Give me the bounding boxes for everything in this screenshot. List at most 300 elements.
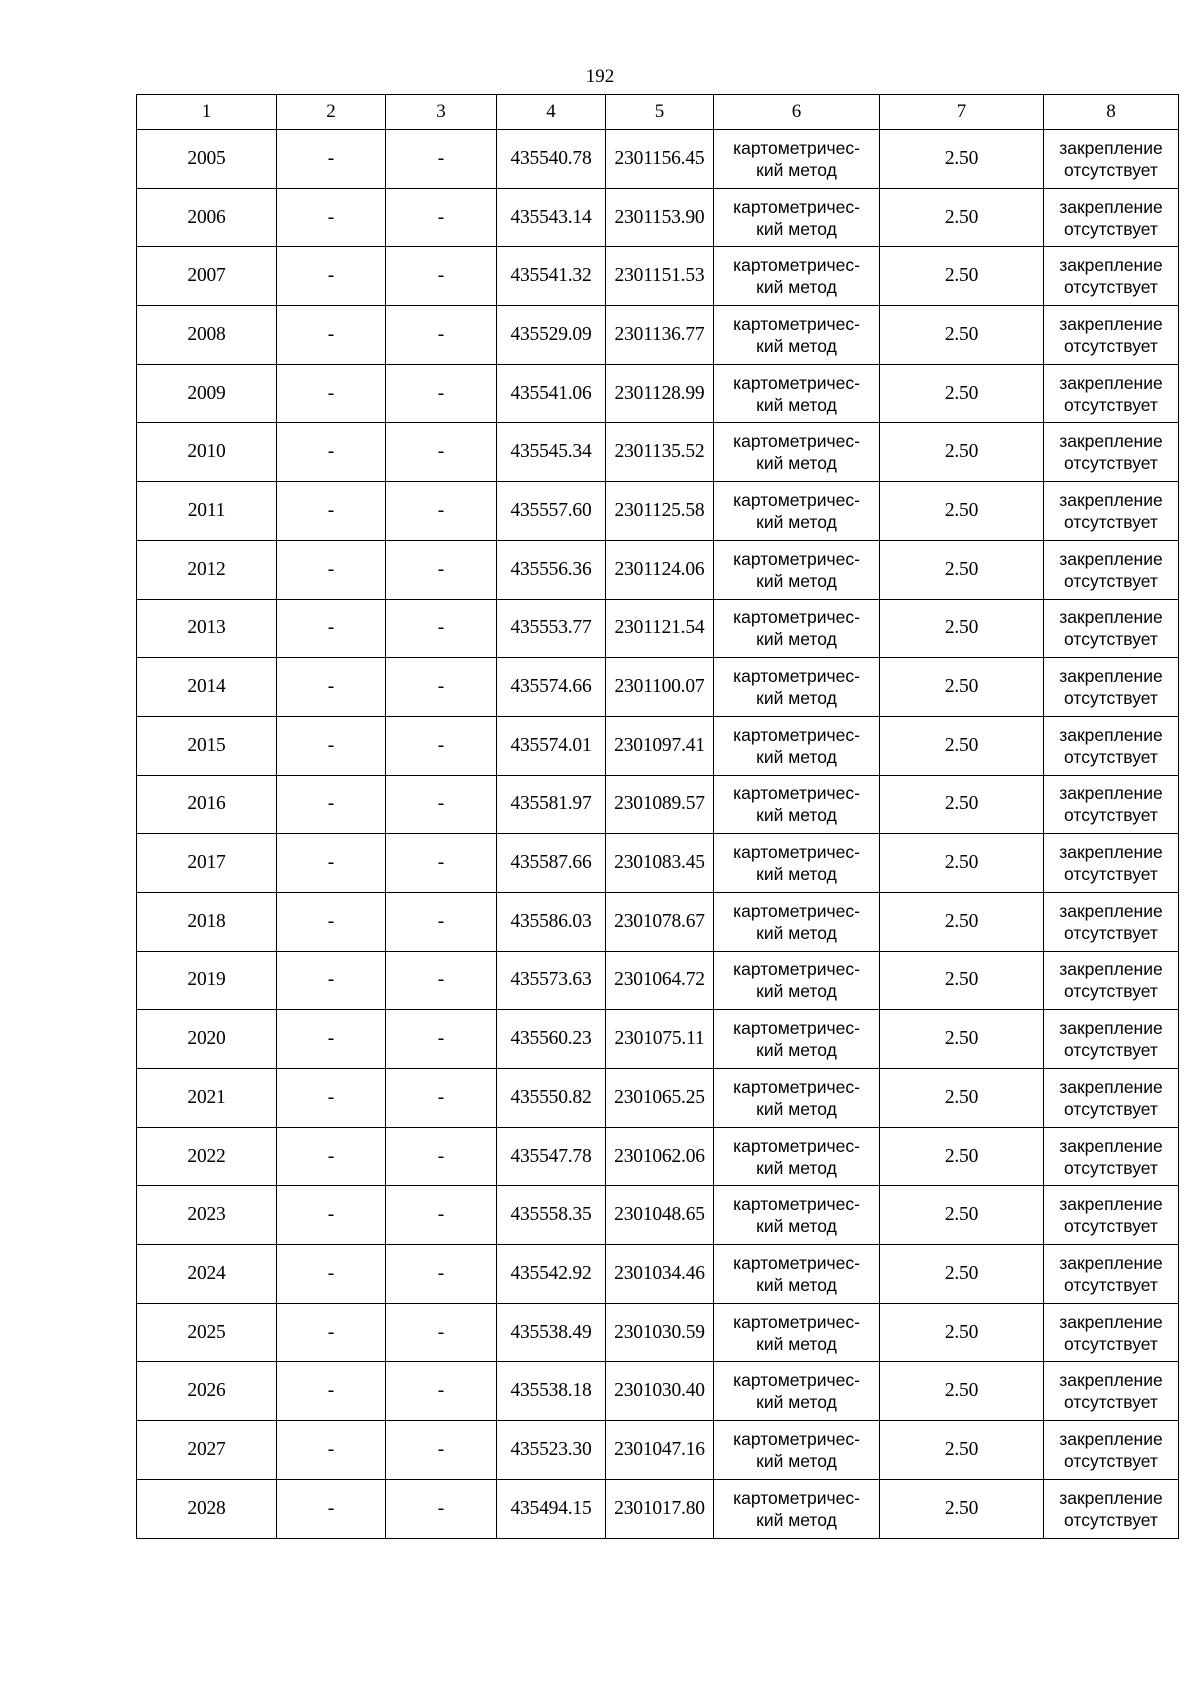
y-coordinate-cell: 2301097.41 <box>606 716 714 775</box>
method-cell <box>714 306 880 365</box>
point-number-cell: 2017 <box>137 834 277 893</box>
table-row <box>137 540 1179 599</box>
column-3-cell: - <box>386 1245 497 1304</box>
x-coordinate-cell: 435553.77 <box>497 599 606 658</box>
column-header-2: 2 <box>277 95 386 130</box>
fixation-line-2: отсутствует <box>1064 746 1158 767</box>
y-coordinate-cell: 2301135.52 <box>606 423 714 482</box>
column-header-5: 5 <box>606 95 714 130</box>
method-line-1: картометричес- <box>733 196 860 217</box>
point-number-cell: 2023 <box>137 1186 277 1245</box>
fixation-line-1: закрепление <box>1059 548 1163 569</box>
method-cell <box>714 892 880 951</box>
accuracy-cell: 2.50 <box>880 1186 1044 1245</box>
y-coordinate-cell: 2301156.45 <box>606 130 714 189</box>
y-coordinate-cell: 2301083.45 <box>606 834 714 893</box>
x-coordinate-cell: 435550.82 <box>497 1069 606 1128</box>
fixation-line-2: отсутствует <box>1064 218 1158 239</box>
column-2-cell: - <box>277 482 386 541</box>
table-row <box>137 1127 1179 1186</box>
column-3-cell: - <box>386 1186 497 1245</box>
method-cell <box>714 1362 880 1421</box>
method-cell <box>714 130 880 189</box>
fixation-line-1: закрепление <box>1059 1194 1163 1215</box>
column-3-cell: - <box>386 364 497 423</box>
method-line-1: картометричес- <box>733 489 860 510</box>
column-2-cell: - <box>277 1421 386 1480</box>
accuracy-cell: 2.50 <box>880 834 1044 893</box>
table-row <box>137 716 1179 775</box>
method-line-1: картометричес- <box>733 724 860 745</box>
point-number-cell: 2006 <box>137 188 277 247</box>
x-coordinate-cell: 435543.14 <box>497 188 606 247</box>
accuracy-cell: 2.50 <box>880 482 1044 541</box>
method-line-1: картометричес- <box>733 666 860 687</box>
fixation-line-2: отсутствует <box>1064 453 1158 474</box>
point-number-cell: 2018 <box>137 892 277 951</box>
method-line-2: кий метод <box>756 1157 837 1178</box>
column-2-cell: - <box>277 540 386 599</box>
accuracy-cell: 2.50 <box>880 716 1044 775</box>
fixation-line-1: закрепление <box>1059 1076 1163 1097</box>
method-line-2: кий метод <box>756 981 837 1002</box>
method-line-2: кий метод <box>756 746 837 767</box>
method-cell <box>714 1010 880 1069</box>
column-2-cell: - <box>277 1303 386 1362</box>
point-number-cell: 2012 <box>137 540 277 599</box>
fixation-line-2: отсутствует <box>1064 1450 1158 1471</box>
method-line-2: кий метод <box>756 1509 837 1530</box>
y-coordinate-cell: 2301065.25 <box>606 1069 714 1128</box>
accuracy-cell: 2.50 <box>880 423 1044 482</box>
fixation-cell <box>1044 306 1179 365</box>
column-3-cell: - <box>386 130 497 189</box>
fixation-line-2: отсутствует <box>1064 688 1158 709</box>
accuracy-cell: 2.50 <box>880 188 1044 247</box>
point-number-cell: 2025 <box>137 1303 277 1362</box>
method-line-1: картометричес- <box>733 1311 860 1332</box>
fixation-cell <box>1044 188 1179 247</box>
x-coordinate-cell: 435560.23 <box>497 1010 606 1069</box>
fixation-line-1: закрепление <box>1059 724 1163 745</box>
column-2-cell: - <box>277 306 386 365</box>
column-3-cell: - <box>386 482 497 541</box>
fixation-line-1: закрепление <box>1059 137 1163 158</box>
table-row <box>137 951 1179 1010</box>
method-cell <box>714 1421 880 1480</box>
x-coordinate-cell: 435523.30 <box>497 1421 606 1480</box>
fixation-line-2: отсутствует <box>1064 864 1158 885</box>
fixation-cell <box>1044 1010 1179 1069</box>
accuracy-cell: 2.50 <box>880 658 1044 717</box>
fixation-cell <box>1044 482 1179 541</box>
method-cell <box>714 540 880 599</box>
accuracy-cell: 2.50 <box>880 1245 1044 1304</box>
accuracy-cell: 2.50 <box>880 1479 1044 1538</box>
fixation-line-2: отсутствует <box>1064 511 1158 532</box>
method-cell <box>714 1479 880 1538</box>
method-line-2: кий метод <box>756 1040 837 1061</box>
column-2-cell: - <box>277 1362 386 1421</box>
method-cell <box>714 482 880 541</box>
y-coordinate-cell: 2301030.40 <box>606 1362 714 1421</box>
y-coordinate-cell: 2301153.90 <box>606 188 714 247</box>
table-row <box>137 1479 1179 1538</box>
table-row <box>137 1362 1179 1421</box>
accuracy-cell: 2.50 <box>880 1010 1044 1069</box>
column-2-cell: - <box>277 834 386 893</box>
method-line-1: картометричес- <box>733 607 860 628</box>
method-line-1: картометричес- <box>733 959 860 980</box>
column-3-cell: - <box>386 1069 497 1128</box>
fixation-line-1: закрепление <box>1059 489 1163 510</box>
fixation-cell <box>1044 1245 1179 1304</box>
method-line-1: картометричес- <box>733 1428 860 1449</box>
fixation-line-2: отсутствует <box>1064 1216 1158 1237</box>
accuracy-cell: 2.50 <box>880 775 1044 834</box>
method-cell <box>714 1069 880 1128</box>
y-coordinate-cell: 2301078.67 <box>606 892 714 951</box>
method-line-1: картометричес- <box>733 372 860 393</box>
column-2-cell: - <box>277 716 386 775</box>
column-2-cell: - <box>277 247 386 306</box>
method-line-2: кий метод <box>756 1333 837 1354</box>
fixation-cell <box>1044 658 1179 717</box>
method-line-2: кий метод <box>756 159 837 180</box>
method-cell <box>714 364 880 423</box>
x-coordinate-cell: 435538.49 <box>497 1303 606 1362</box>
method-cell <box>714 599 880 658</box>
y-coordinate-cell: 2301017.80 <box>606 1479 714 1538</box>
point-number-cell: 2010 <box>137 423 277 482</box>
fixation-cell <box>1044 1069 1179 1128</box>
point-number-cell: 2020 <box>137 1010 277 1069</box>
y-coordinate-cell: 2301075.11 <box>606 1010 714 1069</box>
column-header-1: 1 <box>137 95 277 130</box>
table-header <box>137 95 1179 130</box>
column-3-cell: - <box>386 188 497 247</box>
x-coordinate-cell: 435573.63 <box>497 951 606 1010</box>
fixation-line-2: отсутствует <box>1064 1157 1158 1178</box>
column-3-cell: - <box>386 1127 497 1186</box>
fixation-line-1: закрепление <box>1059 431 1163 452</box>
column-3-cell: - <box>386 716 497 775</box>
table-row <box>137 482 1179 541</box>
method-cell <box>714 1186 880 1245</box>
fixation-cell <box>1044 1303 1179 1362</box>
method-line-2: кий метод <box>756 511 837 532</box>
fixation-cell <box>1044 834 1179 893</box>
column-2-cell: - <box>277 1186 386 1245</box>
point-number-cell: 2015 <box>137 716 277 775</box>
fixation-line-2: отсутствует <box>1064 922 1158 943</box>
fixation-line-2: отсутствует <box>1064 570 1158 591</box>
method-cell <box>714 1127 880 1186</box>
x-coordinate-cell: 435586.03 <box>497 892 606 951</box>
y-coordinate-cell: 2301128.99 <box>606 364 714 423</box>
point-number-cell: 2021 <box>137 1069 277 1128</box>
table-row <box>137 834 1179 893</box>
method-cell <box>714 658 880 717</box>
fixation-line-1: закрепление <box>1059 842 1163 863</box>
y-coordinate-cell: 2301100.07 <box>606 658 714 717</box>
method-line-2: кий метод <box>756 335 837 356</box>
fixation-cell <box>1044 1421 1179 1480</box>
accuracy-cell: 2.50 <box>880 951 1044 1010</box>
method-line-1: картометричес- <box>733 1252 860 1273</box>
y-coordinate-cell: 2301047.16 <box>606 1421 714 1480</box>
accuracy-cell: 2.50 <box>880 1127 1044 1186</box>
accuracy-cell: 2.50 <box>880 540 1044 599</box>
point-number-cell: 2011 <box>137 482 277 541</box>
column-3-cell: - <box>386 247 497 306</box>
table-row <box>137 599 1179 658</box>
table-row <box>137 130 1179 189</box>
column-3-cell: - <box>386 423 497 482</box>
method-line-1: картометричес- <box>733 1487 860 1508</box>
method-line-2: кий метод <box>756 922 837 943</box>
x-coordinate-cell: 435541.32 <box>497 247 606 306</box>
method-cell <box>714 716 880 775</box>
x-coordinate-cell: 435574.01 <box>497 716 606 775</box>
fixation-line-1: закрепление <box>1059 1018 1163 1039</box>
method-cell <box>714 951 880 1010</box>
column-2-cell: - <box>277 599 386 658</box>
column-3-cell: - <box>386 1479 497 1538</box>
x-coordinate-cell: 435558.35 <box>497 1186 606 1245</box>
column-3-cell: - <box>386 892 497 951</box>
column-3-cell: - <box>386 951 497 1010</box>
column-3-cell: - <box>386 540 497 599</box>
point-number-cell: 2024 <box>137 1245 277 1304</box>
column-2-cell: - <box>277 1010 386 1069</box>
page-number: 192 <box>585 66 615 87</box>
fixation-cell <box>1044 1127 1179 1186</box>
method-line-1: картометричес- <box>733 255 860 276</box>
table-row <box>137 423 1179 482</box>
fixation-line-2: отсутствует <box>1064 277 1158 298</box>
accuracy-cell: 2.50 <box>880 892 1044 951</box>
x-coordinate-cell: 435587.66 <box>497 834 606 893</box>
accuracy-cell: 2.50 <box>880 1303 1044 1362</box>
fixation-line-1: закрепление <box>1059 1135 1163 1156</box>
x-coordinate-cell: 435556.36 <box>497 540 606 599</box>
accuracy-cell: 2.50 <box>880 306 1044 365</box>
column-2-cell: - <box>277 364 386 423</box>
fixation-cell <box>1044 716 1179 775</box>
method-line-2: кий метод <box>756 1216 837 1237</box>
point-number-cell: 2026 <box>137 1362 277 1421</box>
fixation-line-2: отсутствует <box>1064 1392 1158 1413</box>
fixation-cell <box>1044 892 1179 951</box>
y-coordinate-cell: 2301064.72 <box>606 951 714 1010</box>
fixation-line-1: закрепление <box>1059 783 1163 804</box>
point-number-cell: 2028 <box>137 1479 277 1538</box>
table-row <box>137 775 1179 834</box>
fixation-cell <box>1044 599 1179 658</box>
x-coordinate-cell: 435547.78 <box>497 1127 606 1186</box>
column-3-cell: - <box>386 599 497 658</box>
method-line-1: картометричес- <box>733 1135 860 1156</box>
fixation-line-1: закрепление <box>1059 372 1163 393</box>
point-number-cell: 2019 <box>137 951 277 1010</box>
fixation-line-1: закрепление <box>1059 1428 1163 1449</box>
method-line-2: кий метод <box>756 688 837 709</box>
column-3-cell: - <box>386 658 497 717</box>
fixation-line-1: закрепление <box>1059 666 1163 687</box>
point-number-cell: 2009 <box>137 364 277 423</box>
fixation-line-2: отсутствует <box>1064 1333 1158 1354</box>
table-row <box>137 892 1179 951</box>
column-2-cell: - <box>277 1069 386 1128</box>
fixation-line-1: закрепление <box>1059 607 1163 628</box>
y-coordinate-cell: 2301151.53 <box>606 247 714 306</box>
column-header-8: 8 <box>1044 95 1179 130</box>
method-line-1: картометричес- <box>733 1370 860 1391</box>
table-row <box>137 1069 1179 1128</box>
accuracy-cell: 2.50 <box>880 1362 1044 1421</box>
fixation-cell <box>1044 775 1179 834</box>
fixation-line-1: закрепление <box>1059 255 1163 276</box>
fixation-cell <box>1044 1479 1179 1538</box>
method-line-2: кий метод <box>756 1274 837 1295</box>
table-row <box>137 364 1179 423</box>
point-number-cell: 2014 <box>137 658 277 717</box>
accuracy-cell: 2.50 <box>880 1069 1044 1128</box>
x-coordinate-cell: 435581.97 <box>497 775 606 834</box>
table-row <box>137 306 1179 365</box>
x-coordinate-cell: 435574.66 <box>497 658 606 717</box>
point-number-cell: 2007 <box>137 247 277 306</box>
point-number-cell: 2008 <box>137 306 277 365</box>
header-row <box>137 95 1179 130</box>
column-2-cell: - <box>277 658 386 717</box>
method-line-2: кий метод <box>756 864 837 885</box>
fixation-cell <box>1044 364 1179 423</box>
table-row <box>137 188 1179 247</box>
fixation-line-2: отсутствует <box>1064 1509 1158 1530</box>
x-coordinate-cell: 435529.09 <box>497 306 606 365</box>
table-row <box>137 1421 1179 1480</box>
fixation-line-2: отсутствует <box>1064 1098 1158 1119</box>
column-3-cell: - <box>386 775 497 834</box>
x-coordinate-cell: 435542.92 <box>497 1245 606 1304</box>
x-coordinate-cell: 435545.34 <box>497 423 606 482</box>
column-2-cell: - <box>277 1479 386 1538</box>
accuracy-cell: 2.50 <box>880 247 1044 306</box>
point-number-cell: 2022 <box>137 1127 277 1186</box>
fixation-line-2: отсутствует <box>1064 1040 1158 1061</box>
table-row <box>137 658 1179 717</box>
fixation-line-1: закрепление <box>1059 196 1163 217</box>
method-cell <box>714 775 880 834</box>
y-coordinate-cell: 2301136.77 <box>606 306 714 365</box>
fixation-line-1: закрепление <box>1059 1370 1163 1391</box>
y-coordinate-cell: 2301048.65 <box>606 1186 714 1245</box>
method-line-1: картометричес- <box>733 900 860 921</box>
column-2-cell: - <box>277 1127 386 1186</box>
fixation-line-1: закрепление <box>1059 959 1163 980</box>
column-3-cell: - <box>386 306 497 365</box>
fixation-line-2: отсутствует <box>1064 394 1158 415</box>
fixation-line-2: отсутствует <box>1064 159 1158 180</box>
method-line-1: картометричес- <box>733 431 860 452</box>
point-number-cell: 2016 <box>137 775 277 834</box>
method-line-1: картометричес- <box>733 548 860 569</box>
y-coordinate-cell: 2301062.06 <box>606 1127 714 1186</box>
fixation-line-1: закрепление <box>1059 1311 1163 1332</box>
table-row <box>137 1010 1179 1069</box>
fixation-line-1: закрепление <box>1059 900 1163 921</box>
accuracy-cell: 2.50 <box>880 364 1044 423</box>
fixation-cell <box>1044 130 1179 189</box>
fixation-line-2: отсутствует <box>1064 1274 1158 1295</box>
method-line-2: кий метод <box>756 394 837 415</box>
method-line-2: кий метод <box>756 805 837 826</box>
fixation-cell <box>1044 423 1179 482</box>
table-row <box>137 1245 1179 1304</box>
fixation-cell <box>1044 1186 1179 1245</box>
fixation-line-2: отсутствует <box>1064 981 1158 1002</box>
table-row <box>137 1303 1179 1362</box>
accuracy-cell: 2.50 <box>880 599 1044 658</box>
column-2-cell: - <box>277 130 386 189</box>
method-line-1: картометричес- <box>733 1076 860 1097</box>
y-coordinate-cell: 2301124.06 <box>606 540 714 599</box>
method-line-2: кий метод <box>756 1392 837 1413</box>
method-cell <box>714 423 880 482</box>
column-2-cell: - <box>277 188 386 247</box>
column-3-cell: - <box>386 1362 497 1421</box>
method-line-1: картометричес- <box>733 137 860 158</box>
fixation-line-2: отсутствует <box>1064 629 1158 650</box>
y-coordinate-cell: 2301034.46 <box>606 1245 714 1304</box>
y-coordinate-cell: 2301089.57 <box>606 775 714 834</box>
table-body <box>137 130 1179 1539</box>
point-number-cell: 2013 <box>137 599 277 658</box>
method-cell <box>714 1245 880 1304</box>
table-row <box>137 1186 1179 1245</box>
column-2-cell: - <box>277 951 386 1010</box>
column-header-4: 4 <box>497 95 606 130</box>
method-line-2: кий метод <box>756 1450 837 1471</box>
column-header-6: 6 <box>714 95 880 130</box>
fixation-cell <box>1044 951 1179 1010</box>
method-cell <box>714 247 880 306</box>
point-number-cell: 2005 <box>137 130 277 189</box>
method-line-2: кий метод <box>756 1098 837 1119</box>
fixation-line-1: закрепление <box>1059 1252 1163 1273</box>
y-coordinate-cell: 2301030.59 <box>606 1303 714 1362</box>
method-line-1: картометричес- <box>733 783 860 804</box>
x-coordinate-cell: 435494.15 <box>497 1479 606 1538</box>
column-2-cell: - <box>277 775 386 834</box>
coordinates-table <box>136 94 1179 1539</box>
y-coordinate-cell: 2301121.54 <box>606 599 714 658</box>
method-line-1: картометричес- <box>733 1018 860 1039</box>
method-line-1: картометричес- <box>733 842 860 863</box>
column-3-cell: - <box>386 1303 497 1362</box>
y-coordinate-cell: 2301125.58 <box>606 482 714 541</box>
method-line-2: кий метод <box>756 277 837 298</box>
column-2-cell: - <box>277 892 386 951</box>
method-line-2: кий метод <box>756 629 837 650</box>
column-3-cell: - <box>386 834 497 893</box>
fixation-line-1: закрепление <box>1059 313 1163 334</box>
column-header-7: 7 <box>880 95 1044 130</box>
fixation-line-1: закрепление <box>1059 1487 1163 1508</box>
method-line-2: кий метод <box>756 218 837 239</box>
